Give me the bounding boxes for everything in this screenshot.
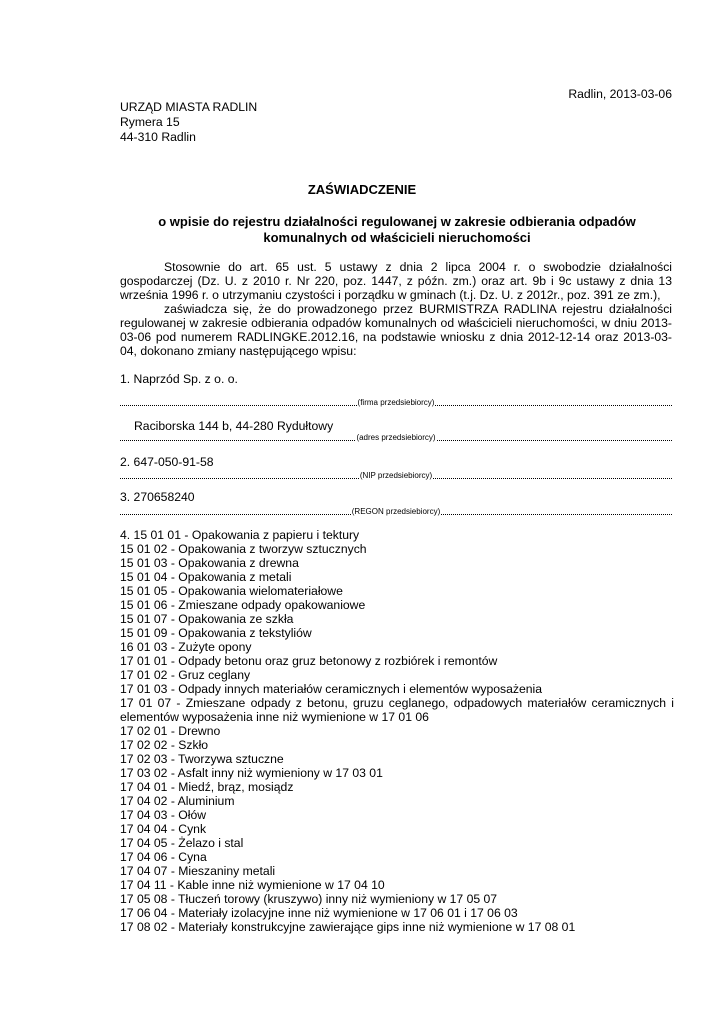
- company-address-value: Raciborska 144 b, 44-280 Rydułtowy: [134, 419, 334, 433]
- dotted-leader: [120, 470, 359, 479]
- dotted-leader: [120, 397, 357, 406]
- dotted-leader: [433, 470, 672, 479]
- waste-code-item: 17 02 03 - Tworzywa sztuczne: [120, 752, 284, 766]
- waste-code-item: 17 04 02 - Aluminium: [120, 794, 235, 808]
- certification-paragraph: zaświadcza się, że do prowadzonego przez BURMISTRZA RADLINA rejestru działalności regulowanej w zakresie odbierania odpadów komunalnych od właścicieli nieruchomości, w dniu 2013-03-06 pod numerem RADLINGKE.2012.16, na podstawie wniosku z dnia 2012-12-14 oraz 2013-03-04, dokonano zmiany następującego wpisu:: [120, 302, 672, 358]
- waste-code-item: 17 04 06 - Cyna: [120, 850, 207, 864]
- waste-code-item: 15 01 03 - Opakowania z drewna: [120, 556, 299, 570]
- regon-line: [120, 505, 672, 517]
- office-address: [120, 100, 257, 145]
- waste-code-item: 17 01 03 - Odpady innych materiałów ceramicznych i elementów wyposażenia: [120, 682, 543, 696]
- waste-code-item: 15 01 06 - Zmieszane odpady opakowaniowe: [120, 598, 366, 612]
- waste-code-list: [120, 528, 674, 934]
- waste-code-item: 17 04 05 - Żelazo i stal: [120, 836, 244, 850]
- waste-code-item: 17 02 01 - Drewno: [120, 724, 221, 738]
- company-address-label: (adres przedsiebiorcy): [356, 433, 436, 442]
- waste-code-item: 15 01 09 - Opakowania z tekstyliów: [120, 626, 312, 640]
- legal-basis-paragraph: Stosownie do art. 65 ust. 5 ustawy z dnia 2 lipca 2004 r. o swobodzie działalności gospodarczej (Dz. U. z 2010 r. Nr 220, poz. 1447, z późn. zm.) oraz art. 9b i 9c ustawy z dnia 13 września 1996 r. o utrzymaniu czystości i porządku w gminach (t.j. Dz. U. z 2012r., poz. 391 ze zm.),: [120, 260, 672, 302]
- dotted-leader: [441, 506, 672, 515]
- waste-code-item: 17 04 01 - Miedź, brąz, mosiądz: [120, 780, 294, 794]
- waste-code-item: 4. 15 01 01 - Opakowania z papieru i tektury: [120, 528, 360, 542]
- waste-code-item: 17 06 04 - Materiały izolacyjne inne niż wymienione w 17 06 01 i 17 06 03: [120, 906, 518, 920]
- waste-code-item: 17 04 07 - Mieszaniny metali: [120, 864, 276, 878]
- waste-code-item: 17 08 02 - Materiały konstrukcyjne zawierające gips inne niż wymienione w 17 08 01: [120, 920, 576, 934]
- regon-value: 3. 270658240: [120, 490, 195, 504]
- document-title: ZAŚWIADCZENIE: [307, 182, 417, 197]
- place-date: Radlin, 2013-03-06: [568, 87, 672, 101]
- waste-code-item: 15 01 05 - Opakowania wielomateriałowe: [120, 584, 343, 598]
- regon-label: (REGON przedsiebiorcy): [351, 507, 441, 516]
- waste-code-item: 15 01 04 - Opakowania z metali: [120, 570, 292, 584]
- dotted-leader: [120, 506, 351, 515]
- dotted-leader: [437, 432, 672, 441]
- document-subtitle: o wpisie do rejestru działalności regulowanej w zakresie odbierania odpadów komunalnych od właścicieli nieruchomości: [158, 214, 636, 245]
- office-name: URZĄD MIASTA RADLIN: [120, 100, 258, 114]
- company-address-line: [120, 431, 672, 443]
- waste-code-item: 17 04 03 - Ołów: [120, 808, 207, 822]
- waste-code-item: 17 03 02 - Asfalt inny niż wymieniony w 17 03 01: [120, 766, 383, 780]
- waste-code-item: 15 01 02 - Opakowania z tworzyw sztucznych: [120, 542, 367, 556]
- waste-code-item: 17 04 04 - Cynk: [120, 822, 207, 836]
- waste-code-item: 17 01 01 - Odpady betonu oraz gruz betonowy z rozbiórek i remontów: [120, 654, 498, 668]
- nip-line: [120, 469, 672, 481]
- dotted-leader: [120, 432, 355, 441]
- waste-code-item: 15 01 07 - Opakowania ze szkła: [120, 612, 294, 626]
- office-street: Rymera 15: [120, 115, 180, 129]
- office-postal-city: 44-310 Radlin: [120, 130, 196, 144]
- waste-code-item: 17 02 02 - Szkło: [120, 738, 209, 752]
- waste-code-item: 17 05 08 - Tłuczeń torowy (kruszywo) inny niż wymieniony w 17 05 07: [120, 892, 498, 906]
- waste-code-item: 17 01 02 - Gruz ceglany: [120, 668, 251, 682]
- nip-value: 2. 647-050-91-58: [120, 455, 214, 469]
- waste-code-item: 17 01 07 - Zmieszane odpady z betonu, gruzu ceglanego, odpadowych materiałów ceramicznych i elementów wyposażenia inne niż wymienione w 17 01 06: [120, 696, 674, 724]
- company-name-value: 1. Naprzód Sp. z o. o.: [120, 372, 238, 386]
- dotted-leader: [435, 397, 672, 406]
- company-name-line: [120, 396, 672, 408]
- company-name-label: (firma przedsiebiorcy): [357, 398, 435, 407]
- waste-code-item: 16 01 03 - Zużyte opony: [120, 640, 252, 654]
- nip-label: (NIP przedsiebiorcy): [359, 471, 433, 480]
- waste-code-item: 17 04 11 - Kable inne niż wymienione w 17 04 10: [120, 878, 385, 892]
